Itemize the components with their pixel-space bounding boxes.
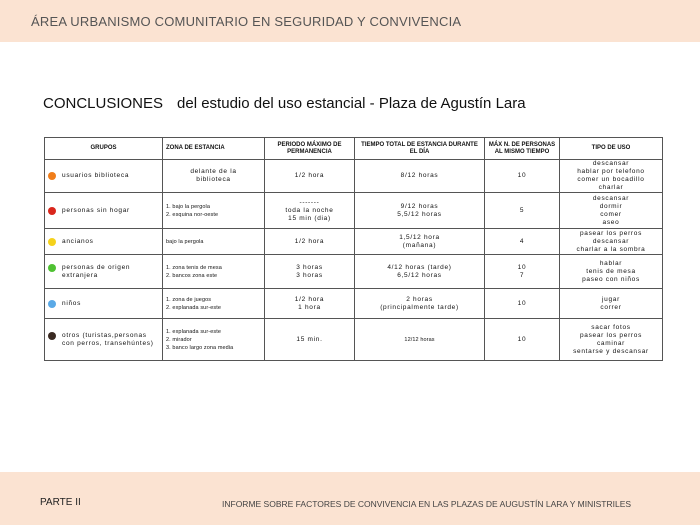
cell-use-type-line: descansar — [592, 160, 630, 167]
cell-max-period-line: 1 hora — [298, 303, 321, 311]
cell-zone-line: biblioteca — [196, 176, 231, 183]
header-zona: ZONA DE ESTANCIA — [163, 138, 265, 160]
cell-use-type-line: caminar — [596, 339, 626, 347]
cell-total-time — [355, 255, 485, 289]
cell-total-time-line: (mañana) — [402, 241, 437, 249]
table-header-row — [45, 138, 663, 160]
cell-zone-line: 1. explanada sur-este — [166, 328, 221, 335]
header-grupos: GRUPOS — [45, 138, 163, 160]
cell-use-type — [560, 193, 663, 229]
group-color-dot-icon — [48, 172, 56, 180]
cell-max-people — [485, 229, 560, 255]
header-tiempo-total: TIEMPO TOTAL DE ESTANCIA DURANTE EL DÍA — [355, 138, 485, 160]
cell-max-period-line: 3 horas — [296, 263, 323, 271]
header-tipo-uso: TIPO DE USO — [560, 138, 663, 160]
cell-max-people-line: 4 — [519, 237, 525, 245]
cell-max-people — [485, 319, 560, 361]
cell-use-type-line: correr — [600, 303, 622, 311]
footer-part: PARTE II — [40, 497, 81, 508]
cell-total-time-line: 2 horas — [406, 295, 433, 303]
cell-use-type-line: charlar — [598, 184, 624, 191]
cell-max-period-line: toda la noche — [285, 206, 334, 214]
cell-group — [45, 193, 163, 229]
cell-use-type-line: aseo — [602, 218, 620, 226]
cell-max-period-line: 1/2 hora — [294, 295, 325, 303]
group-name: otros (turistas,personas con perros, transehúntes) — [62, 331, 154, 347]
cell-use-type — [560, 160, 663, 193]
cell-total-time — [355, 319, 485, 361]
header-periodo: PERIODO MÁXIMO DE PERMANENCIA — [265, 138, 355, 160]
group-color-dot-icon — [48, 238, 56, 246]
group-name: ancianos — [62, 237, 94, 245]
cell-zone-line: 1. zona tenis de mesa — [166, 264, 222, 271]
cell-max-people-line: 10 — [517, 172, 527, 179]
group-name: personas de origen extranjera — [62, 263, 131, 279]
cell-max-period — [265, 160, 355, 193]
cell-zone-line: 2. explanada sur-este — [166, 304, 221, 311]
cell-zone-line: 2. bancos zona este — [166, 272, 218, 279]
cell-use-type — [560, 319, 663, 361]
cell-group — [45, 255, 163, 289]
cell-use-type — [560, 229, 663, 255]
cell-max-people — [485, 160, 560, 193]
cell-zone-line: 2. mirador — [166, 336, 192, 343]
cell-group — [45, 319, 163, 361]
table-row — [45, 255, 663, 289]
cell-total-time-line: 1,5/12 hora — [399, 233, 440, 241]
cell-max-period-line: 15 min (dia) — [288, 214, 331, 222]
group-label-wrap — [48, 264, 159, 280]
cell-total-time-line: 6,5/12 horas — [397, 271, 442, 279]
cell-zone-line: bajo la pergola — [166, 238, 204, 245]
conclusions-table — [44, 137, 663, 361]
cell-use-type-line: sentarse y descansar — [573, 347, 649, 355]
group-color-dot-icon — [48, 264, 56, 272]
cell-max-period — [265, 319, 355, 361]
cell-max-people-line: 7 — [519, 271, 525, 279]
cell-use-type — [560, 255, 663, 289]
cell-total-time — [355, 289, 485, 319]
cell-total-time-line: 4/12 horas (tarde) — [387, 263, 452, 271]
cell-use-type-line: descansar — [592, 194, 630, 202]
group-name: usuarios biblioteca — [62, 172, 130, 179]
cell-use-type-line: tenis de mesa — [586, 267, 636, 275]
cell-zone-line: 1. zona de juegos — [166, 296, 212, 303]
cell-max-period-line: 15 min. — [296, 335, 323, 343]
cell-use-type-line: charlar a la sombra — [576, 245, 646, 253]
cell-use-type-line: pasear los perros — [579, 331, 643, 339]
cell-max-people — [485, 193, 560, 229]
table-row — [45, 160, 663, 193]
cell-use-type-line: descansar — [592, 237, 630, 245]
cell-max-period-line: 1/2 hora — [294, 172, 325, 179]
group-label-wrap — [48, 207, 159, 215]
cell-max-period-line: 1/2 hora — [294, 237, 325, 245]
group-label-wrap — [48, 300, 159, 308]
cell-use-type-line: comer un bocadillo — [577, 176, 645, 183]
cell-zone-line: delante de la — [190, 168, 237, 175]
cell-max-people — [485, 255, 560, 289]
footer-band — [0, 472, 700, 525]
table-row — [45, 193, 663, 229]
cell-use-type-line: comer — [600, 210, 622, 218]
group-color-dot-icon — [48, 332, 56, 340]
table-row — [45, 229, 663, 255]
conclusions-table-wrapper — [44, 137, 662, 359]
table-row — [45, 319, 663, 361]
cell-total-time-line: (principalmente tarde) — [380, 303, 459, 311]
cell-zone — [163, 319, 265, 361]
header-title: ÁREA URBANISMO COMUNITARIO EN SEGURIDAD Y CONVIVENCIA — [31, 14, 462, 29]
cell-use-type-line: hablar — [599, 259, 623, 267]
cell-use-type-line: hablar por telefono — [577, 168, 645, 175]
header-max-personas: MÁX N. DE PERSONAS AL MISMO TIEMPO — [485, 138, 560, 160]
cell-zone — [163, 160, 265, 193]
group-name: niños — [62, 299, 82, 307]
cell-zone — [163, 229, 265, 255]
cell-total-time-line: 9/12 horas — [400, 202, 439, 210]
cell-zone-line: 1. bajo la pergola — [166, 203, 210, 210]
cell-max-period — [265, 193, 355, 229]
cell-use-type — [560, 289, 663, 319]
cell-use-type-line: paseo con niños — [582, 275, 640, 283]
group-label-wrap — [48, 172, 159, 180]
cell-total-time-line: 12/12 horas — [404, 336, 435, 343]
subtitle-conclusiones: CONCLUSIONES — [43, 95, 164, 112]
cell-use-type-line: dormir — [599, 202, 623, 210]
cell-max-period — [265, 289, 355, 319]
cell-total-time — [355, 229, 485, 255]
page-subtitle — [43, 95, 526, 112]
group-label-wrap — [48, 238, 159, 246]
cell-use-type-line: jugar — [602, 295, 620, 303]
cell-group — [45, 289, 163, 319]
cell-zone — [163, 193, 265, 229]
group-label-wrap — [48, 332, 159, 348]
cell-max-period-line: 3 horas — [296, 271, 323, 279]
cell-zone-line: 2. esquina nor-oeste — [166, 211, 219, 218]
cell-max-period-line: ------- — [299, 198, 320, 206]
cell-zone — [163, 289, 265, 319]
cell-max-period — [265, 229, 355, 255]
cell-group — [45, 160, 163, 193]
cell-zone-line: 3. banco largo zona media — [166, 344, 234, 351]
header-band — [0, 0, 700, 42]
cell-zone — [163, 255, 265, 289]
cell-use-type-line: sacar fotos — [591, 323, 631, 331]
subtitle-study: del estudio del uso estancial - Plaza de Agustín Lara — [177, 95, 526, 112]
cell-max-people-line: 10 — [517, 335, 527, 343]
cell-max-people-line: 5 — [519, 206, 525, 214]
cell-max-people — [485, 289, 560, 319]
cell-use-type-line: pasear los perros — [579, 229, 643, 237]
group-color-dot-icon — [48, 300, 56, 308]
footer-report-title: INFORME SOBRE FACTORES DE CONVIVENCIA EN LAS PLAZAS DE AUGUSTÍN LARA Y MINISTRILES — [222, 499, 632, 509]
cell-max-people-line: 10 — [517, 299, 527, 307]
cell-total-time-line: 5,5/12 horas — [397, 210, 442, 218]
cell-max-people-line: 10 — [517, 263, 527, 271]
cell-group — [45, 229, 163, 255]
cell-total-time-line: 8/12 horas — [400, 172, 439, 179]
group-color-dot-icon — [48, 207, 56, 215]
cell-max-period — [265, 255, 355, 289]
group-name: personas sin hogar — [62, 206, 130, 214]
cell-total-time — [355, 160, 485, 193]
table-row — [45, 289, 663, 319]
cell-total-time — [355, 193, 485, 229]
